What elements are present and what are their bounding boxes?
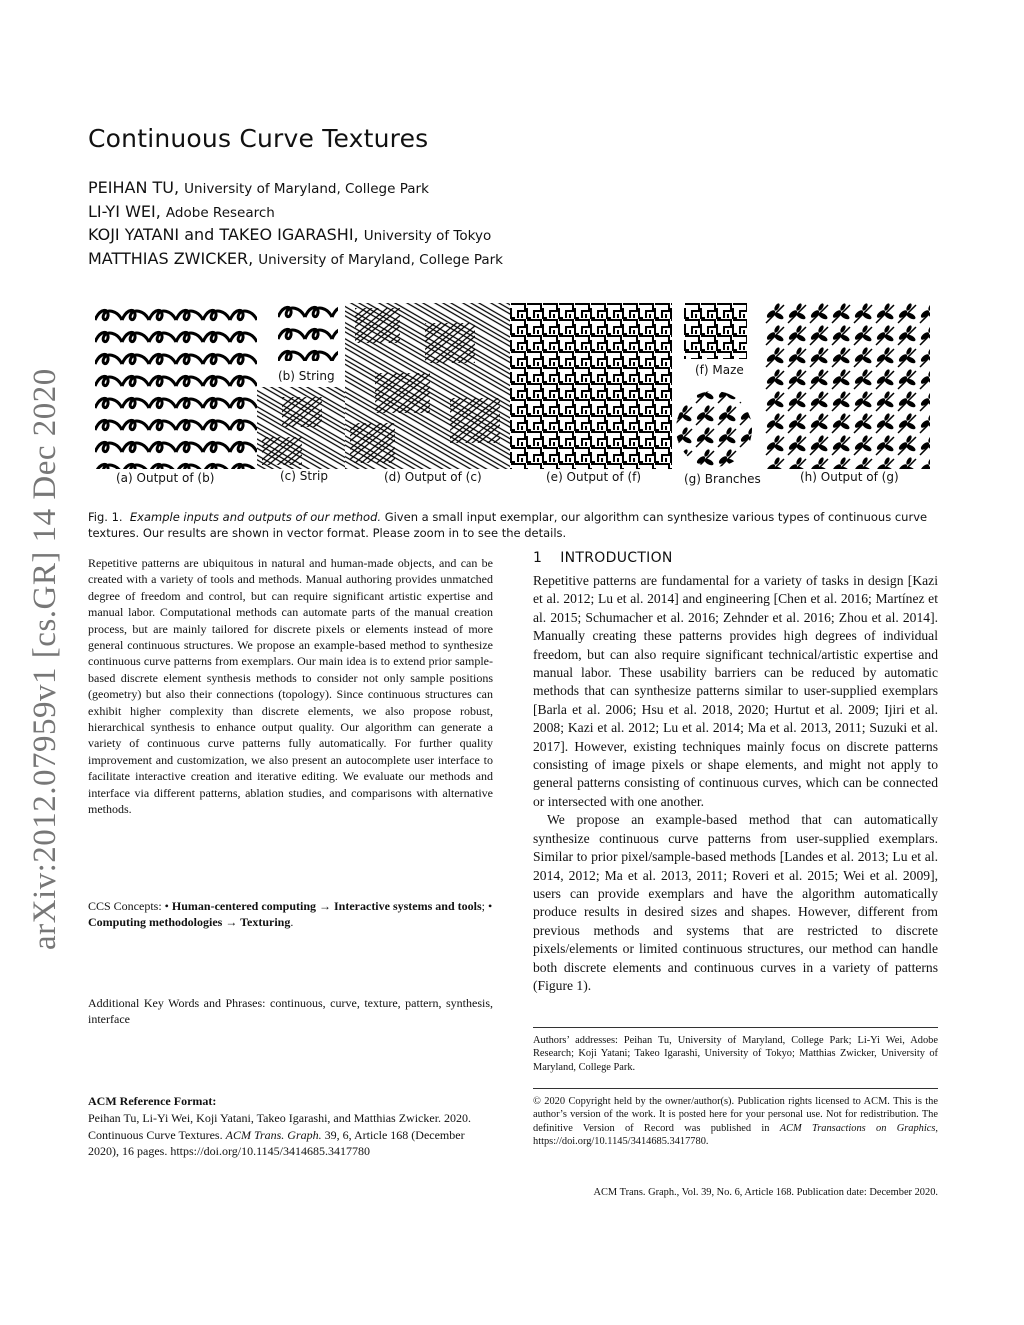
- acm-reference-heading: ACM Reference Format:: [88, 1094, 217, 1108]
- panel-h-branch-output: [764, 303, 930, 469]
- acm-reference-journal: ACM Trans. Graph.: [225, 1127, 322, 1142]
- teaser-figure: [92, 303, 930, 493]
- intro-paragraph: We propose an example-based method that can automatically synthesize continuous curve patterns from user-supplied exemplars. Similar to prior pixel/sample-based methods [Landes et al. 2013; Lu et al. 2014, 2012; Ma et al. 2013, 2011; Roveri et al. 2015; Wei et al. 2009], users can provide exemplars and have the algorithm automatically produce results in desired sizes and shapes. However, different from previous methods and systems that are restricted to discrete pixels/elements or limited continuous structures, our method can handle both discrete elements and continuous curves in a variety of patterns (Figure 1).: [533, 812, 938, 993]
- author-names: KOJI YATANI and TAKEO IGARASHI,: [88, 225, 359, 244]
- arxiv-identifier: arXiv:2012.07959v1 [cs.GR] 14 Dec 2020: [27, 368, 63, 950]
- panel-f-maze-exemplar: [684, 303, 747, 359]
- ccs-concept-2: Computing methodologies → Texturing: [88, 915, 291, 930]
- author-names: MATTHIAS ZWICKER,: [88, 249, 254, 268]
- author-addresses: Authors’ addresses: Peihan Tu, University of Maryland, College Park; Li-Yi Wei, Adobe Research; Koji Yatani; Takeo Igarashi, University of Tokyo; Matthias Zwicker, University of Maryland, College Park.: [533, 1035, 938, 1073]
- panel-a-swirl-output: [95, 306, 257, 469]
- copyright-doi[interactable]: , https://doi.org/10.1145/3414685.3417780.: [533, 1122, 938, 1148]
- ccs-concept-1: Human-centered computing → Interactive systems and tools: [171, 899, 482, 913]
- label-g: (g) Branches: [684, 472, 761, 486]
- label-h: (h) Output of (g): [800, 470, 899, 484]
- caption-text: Given a small input exemplar, our algorithm can synthesize various types of continuous curve textures. Our results are shown in vector format. Please zoom in to see the details.: [88, 510, 928, 540]
- label-a: (a) Output of (b): [116, 471, 215, 485]
- author-line: [88, 178, 429, 197]
- figure-caption: [88, 509, 940, 541]
- acm-reference-format: [88, 1093, 493, 1160]
- section-number: 1: [533, 550, 543, 566]
- paper-title: Continuous Curve Textures: [88, 124, 429, 153]
- intro-paragraph: Repetitive patterns are fundamental for a variety of tasks in design [Kazi et al. 2012; Lu et al. 2014] and engineering [Chen et al. 2016; Martínez et al. 2015; Schumacher et al. 2016; Zehnder et al. 2016; Zhou et al. 2014]. Manually creating these patterns provides high degrees of individual freedom, but can also require significant technical/artistic expertise and manual labor. These usability barriers can be reduced by automatic methods that can synthesize patterns similar to user-supplied exemplars [Barla et al. 2006; Hsu et al. 2018, 2020; Hurtut et al. 2009; Ijiri et al. 2008; Kazi et al. 2012; Lu et al. 2014; Ma et al. 2013, 2011; Suzuki et al. 2017]. However, existing techniques mainly focus on discrete patterns consisting of image pixels or shape elements, and might not apply to general patterns consisting of continuous curves, which can be connected or intersected with one another.: [533, 573, 938, 809]
- section-title: INTRODUCTION: [560, 550, 673, 566]
- divider: [533, 1088, 938, 1089]
- acm-reference-part[interactable]: 39, 6, Article 168 (December 2020), 16 pages. https://doi.org/10.1145/3414685.3417780: [88, 1127, 465, 1159]
- author-affiliation: Adobe Research: [165, 205, 275, 221]
- author-affiliation: University of Maryland, College Park: [258, 252, 504, 268]
- ccs-concepts: [88, 898, 493, 931]
- acm-reference-part: Peihan Tu, Li-Yi Wei, Koji Yatani, Takeo Igarashi, and Matthias Zwicker. 2020. Continuous Curve Textures.: [88, 1110, 472, 1142]
- ccs-prefix: CCS Concepts: •: [88, 899, 172, 913]
- acm-reference-text: [88, 1110, 493, 1160]
- copyright-notice: [533, 1095, 938, 1149]
- panel-e-maze-output: [510, 303, 672, 469]
- introduction-body: [533, 572, 938, 995]
- author-names: PEIHAN TU,: [88, 178, 180, 197]
- label-c: (c) Strip: [280, 469, 328, 483]
- label-b: (b) String: [278, 369, 335, 383]
- author-line: [88, 249, 503, 268]
- label-d: (d) Output of (c): [384, 470, 482, 484]
- author-line: [88, 202, 275, 221]
- author-names: LI-YI WEI,: [88, 202, 161, 221]
- abstract: Repetitive patterns are ubiquitous in natural and human-made objects, and can be created with a variety of tools and methods. Manual authoring provides unmatched degree of freedom and control, but can require significant artistic expertise and manual labor. Computational methods can automate parts of the manual creation process, but are mainly tailored for discrete pixels or elements instead of more general continuous structures. We propose an example-based method to synthesize continuous curve patterns from exemplars. Our main idea is to extend prior sample-based discrete element synthesis methods to consider not only sample positions (geometry) but also their connections (topology). Since continuous structures can exhibit higher complexity than discrete elements, we also propose robust, hierarchical synthesis to enhance output quality. Our algorithm can generate a variety of continuous curve patterns fully automatically. For further quality improvement and customization, we also present an autocomplete user interface to facilitate interactive creation and iterative editing. We evaluate our methods and interface via different patterns, ablation studies, and comparisons with alternative methods.: [88, 556, 493, 817]
- label-f: (f) Maze: [695, 363, 744, 377]
- copyright-journal: ACM Transactions on Graphics: [779, 1122, 936, 1134]
- ccs-end: .: [290, 915, 294, 930]
- author-affiliation: University of Maryland, College Park: [184, 181, 429, 197]
- copyright-part: © 2020 Copyright held by the owner/author(s). Publication rights licensed to ACM. This is the author’s version of the work. It is posted here for your personal use. Not for redistribution. The definitive Version of Record was published in: [533, 1096, 938, 1134]
- keywords: Additional Key Words and Phrases: continuous, curve, texture, pattern, synthesis, interface: [88, 996, 493, 1027]
- panel-c-strip-exemplar: [257, 387, 345, 469]
- section-heading: [533, 550, 691, 566]
- panel-b-string-exemplar: [278, 303, 338, 361]
- author-line: [88, 225, 491, 244]
- page-footer: ACM Trans. Graph., Vol. 39, No. 6, Article 168. Publication date: December 2020.: [593, 1187, 938, 1198]
- panel-d-strip-output: [345, 303, 510, 469]
- author-affiliation: University of Tokyo: [363, 228, 492, 244]
- caption-figure-number: Fig. 1.: [88, 510, 123, 524]
- label-e: (e) Output of (f): [546, 470, 642, 484]
- ccs-separator: ; •: [481, 899, 493, 913]
- caption-title: Example inputs and outputs of our method.: [129, 510, 382, 524]
- divider: [533, 1027, 938, 1028]
- panel-g-branch-exemplar: [672, 383, 757, 469]
